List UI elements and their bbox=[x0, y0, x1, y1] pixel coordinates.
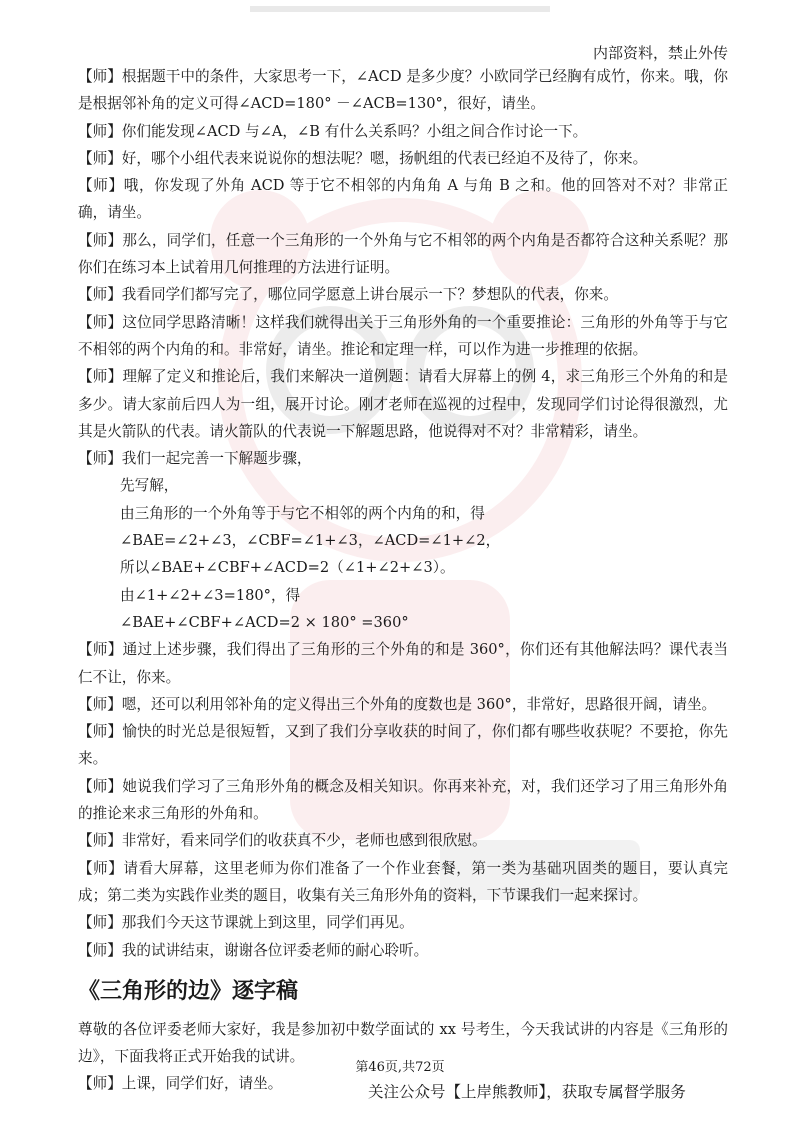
solution-step: 由∠1+∠2+∠3=180°，得 bbox=[120, 586, 301, 604]
document-body bbox=[78, 63, 728, 1098]
solution-step: ∠BAE+∠CBF+∠ACD=2 × 180° =360° bbox=[120, 613, 409, 631]
paragraph: 【师】这位同学思路清晰！这样我们就得出关于三角形外角的一个重要推论：三角形的外角等于与它不相邻的两个内角的和。非常好，请坐。推论和定理一样，可以作为进一步推理的依据。 bbox=[78, 313, 728, 358]
paragraph: 【师】那我们今天这节课就上到这里，同学们再见。 bbox=[78, 914, 414, 932]
paragraph: 【师】好，哪个小组代表来说说你的想法呢？嗯，扬帆组的代表已经迫不及待了，你来。 bbox=[78, 149, 648, 167]
paragraph: 【师】嗯，还可以利用邻补角的定义得出三个外角的度数也是 360°，非常好，思路很开阔，请坐。 bbox=[78, 695, 717, 713]
solution-step: 由三角形的一个外角等于与它不相邻的两个内角的和，得 bbox=[120, 504, 485, 522]
paragraph: 【师】她说我们学习了三角形外角的概念及相关知识。你再来补充，对，我们还学习了用三角形外角的推论来求三角形的外角和。 bbox=[78, 777, 728, 823]
section-title: 《三角形的边》逐字稿 bbox=[78, 977, 299, 1004]
faded-header-strip bbox=[250, 4, 550, 14]
paragraph: 【师】请看大屏幕，这里老师为你们准备了一个作业套餐，第一类为基础巩固类的题目，要认真完成；第二类为实践作业类的题目，收集有关三角形外角的资料，下节课我们一起来探讨。 bbox=[78, 859, 728, 904]
solution-step: 所以∠BAE+∠CBF+∠ACD=2（∠1+∠2+∠3）。 bbox=[120, 559, 455, 577]
paragraph: 【师】我的试讲结束，谢谢各位评委老师的耐心聆听。 bbox=[78, 941, 429, 959]
paragraph: 【师】上课，同学们好，请坐。 bbox=[78, 1075, 283, 1093]
paragraph: 【师】愉快的时光总是很短暂，又到了我们分享收获的时间了，你们都有哪些收获呢？不要抢，你先来。 bbox=[78, 723, 728, 768]
paragraph: 【师】你们能发现∠ACD 与∠A，∠B 有什么关系吗？小组之间合作讨论一下。 bbox=[78, 122, 588, 140]
footer-promo: 关注公众号【上岸熊教师】，获取专属督学服务 bbox=[368, 1083, 686, 1101]
confidential-note: 内部资料，禁止外传 bbox=[592, 44, 728, 62]
paragraph: 【师】哦，你发现了外角 ACD 等于它不相邻的内角角 A 与角 B 之和。他的回答对不对？非常正确，请坐。 bbox=[78, 177, 728, 222]
page-number: 第46页,共72页 bbox=[355, 1060, 445, 1075]
paragraph: 【师】根据题干中的条件，大家思考一下，∠ACD 是多少度？小欧同学已经胸有成竹，你来。哦，你是根据邻补角的定义可得∠ACD=180° －∠ACB=130°，很好，请坐。 bbox=[78, 68, 728, 113]
paragraph: 【师】我们一起完善一下解题步骤， bbox=[78, 450, 312, 468]
paragraph: 【师】我看同学们都写完了，哪位同学愿意上讲台展示一下？梦想队的代表，你来。 bbox=[78, 286, 618, 304]
solution-step: 先写解， bbox=[120, 477, 179, 495]
paragraph: 【师】那么，同学们，任意一个三角形的一个外角与它不相邻的两个内角是否都符合这种关系呢？那你们在练习本上试着用几何推理的方法进行证明。 bbox=[78, 231, 728, 277]
solution-step: ∠BAE=∠2+∠3，∠CBF=∠1+∠3，∠ACD=∠1+∠2， bbox=[120, 532, 501, 550]
paragraph: 【师】理解了定义和推论后，我们来解决一道例题：请看大屏幕上的例 4，求三角形三个外角的和是多少。请大家前后四人为一组，展开讨论。刚才老师在巡视的过程中，发现同学们讨论得很激烈，尤其是火箭队的代表。请火箭队的代表说一下解题思路，他说得对不对？非常精彩，请坐。 bbox=[78, 368, 728, 440]
paragraph: 【师】非常好，看来同学们的收获真不少，老师也感到很欣慰。 bbox=[78, 832, 487, 850]
paragraph: 【师】通过上述步骤，我们得出了三角形的三个外角的和是 360°，你们还有其他解法吗？课代表当仁不让，你来。 bbox=[78, 641, 728, 686]
paragraph: 尊敬的各位评委老师大家好，我是参加初中数学面试的 xx 号考生，今天我试讲的内容是《三角形的边》，下面我将正式开始我的试讲。 bbox=[78, 1020, 728, 1066]
